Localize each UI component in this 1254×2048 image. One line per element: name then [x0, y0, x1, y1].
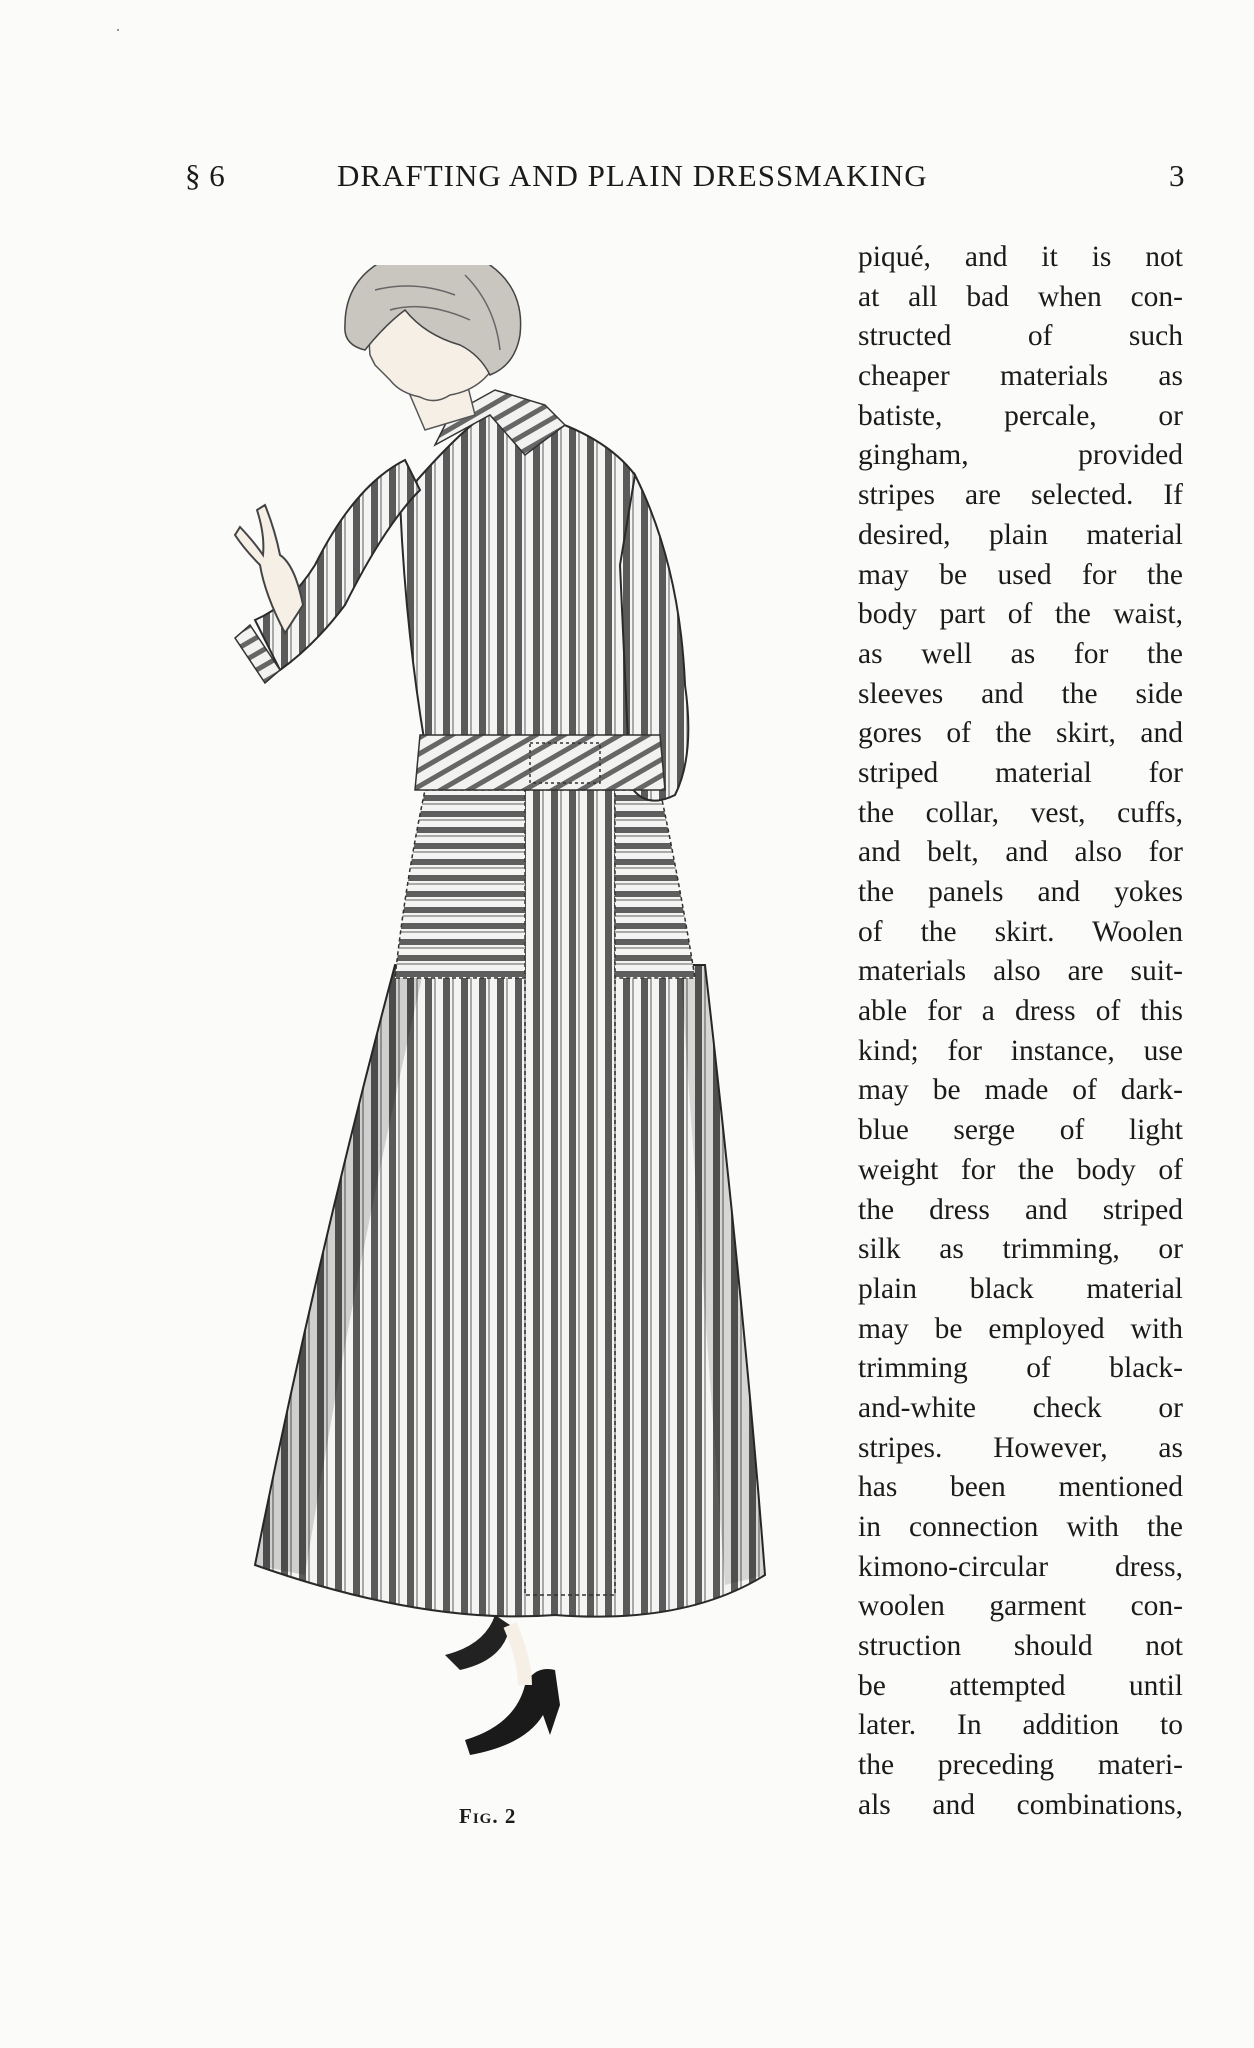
text-line: of the skirt. Woolen [858, 915, 1183, 948]
text-line: sleeves and the side [858, 677, 1183, 710]
text-line: the collar, vest, cuffs, [858, 796, 1183, 829]
text-line: able for a dress of this [858, 995, 1183, 1028]
text-line: striped material for [858, 756, 1183, 789]
text-line: stripes are selected. If [858, 479, 1183, 512]
paper-speck: · [115, 20, 121, 40]
text-line: be attempted until [858, 1669, 1183, 1702]
text-line: may be made of dark- [858, 1074, 1183, 1107]
text-line: at all bad when con- [858, 280, 1183, 313]
text-line: and belt, and also for [858, 836, 1183, 869]
text-line: may be employed with [858, 1312, 1183, 1345]
text-line: body part of the waist, [858, 598, 1183, 631]
text-line: weight for the body of [858, 1153, 1183, 1186]
text-line: and-white check or [858, 1391, 1183, 1424]
text-line: structed of such [858, 320, 1183, 353]
text-line: stripes. However, as [858, 1431, 1183, 1464]
dress-illustration [225, 265, 785, 1805]
text-line: the panels and yokes [858, 876, 1183, 908]
text-line: plain black material [858, 1272, 1183, 1305]
text-line: desired, plain material [858, 518, 1183, 551]
running-title: DRAFTING AND PLAIN DRESSMAKING [337, 158, 928, 193]
shoe-back [445, 1615, 510, 1670]
text-line: kimono-circular dress, [858, 1550, 1183, 1583]
text-line: struction should not [858, 1630, 1183, 1663]
bodice [400, 415, 650, 745]
figure-caption: Fig. 2 [459, 1804, 517, 1828]
text-line: woolen garment con- [858, 1590, 1183, 1623]
running-header [185, 158, 1185, 198]
section-mark: § 6 [185, 158, 226, 193]
skirt-yoke-right [615, 790, 695, 978]
text-line: als and combinations, [858, 1788, 1183, 1821]
text-line: cheaper materials as [858, 360, 1183, 393]
text-line: as well as for the [858, 637, 1183, 670]
text-line: has been mentioned [858, 1471, 1183, 1504]
text-line: batiste, percale, or [858, 399, 1183, 432]
text-line: gingham, provided [858, 439, 1183, 472]
text-line: the dress and striped [858, 1193, 1183, 1226]
skirt-yoke-left [395, 790, 525, 978]
text-line: may be used for the [858, 558, 1183, 591]
text-line: piqué, and it is not [858, 241, 1183, 273]
text-line: blue serge of light [858, 1114, 1183, 1147]
page-number: 3 [1169, 158, 1185, 193]
belt [415, 735, 665, 790]
text-line: later. In addition to [858, 1709, 1183, 1742]
text-line: trimming of black- [858, 1352, 1183, 1385]
text-line: silk as trimming, or [858, 1233, 1183, 1266]
text-line: the preceding materi- [858, 1749, 1183, 1782]
text-line: materials also are suit- [858, 955, 1183, 988]
shoe-front [465, 1669, 560, 1755]
text-line: gores of the skirt, and [858, 717, 1183, 750]
text-line: kind; for instance, use [858, 1034, 1183, 1067]
text-line: in connection with the [858, 1511, 1183, 1543]
body-text-column [858, 238, 1183, 1826]
